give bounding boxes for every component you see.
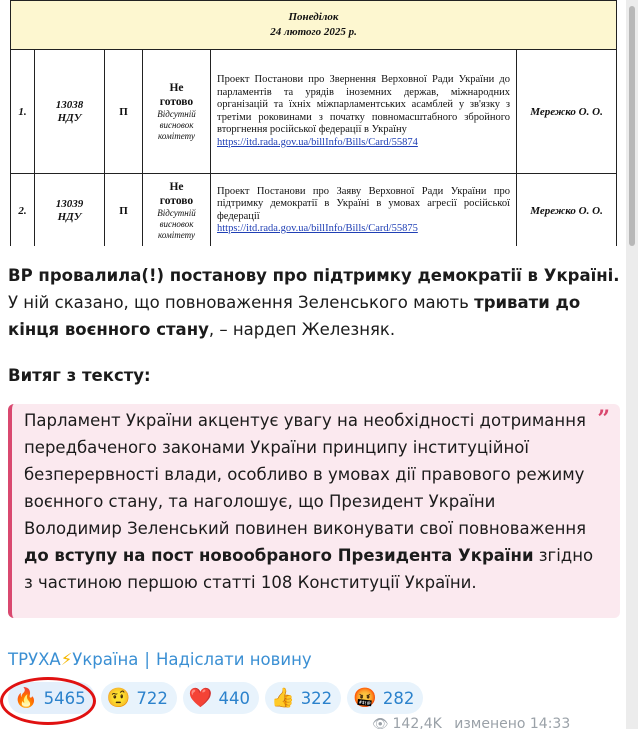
table-row [11,174,617,247]
reaction-angry[interactable] [347,682,423,714]
agenda-table [10,0,617,246]
footer-links [8,650,312,669]
subheading: Витяг з тексту: [8,366,151,385]
bill-type: П [105,174,143,247]
bill-link: https://itd.rada.gov.ua/billInfo/Bills/Card/55875 [217,223,418,234]
bill-sub: НДУ [57,111,82,124]
text-part2: , – нардеп Железняк. [208,320,396,339]
reaction-thumbs-up[interactable] [265,682,341,714]
scrollbar[interactable] [626,0,638,729]
bill-number: 13038 [55,98,84,111]
text-bold: тривати до кінця воєнного стану [8,293,581,339]
description-cell [211,50,517,174]
bill-sub: НДУ [57,210,82,223]
reaction-count: 440 [218,688,251,708]
reaction-heart[interactable] [183,682,259,714]
status-line2: готово [159,195,194,207]
status-line1: Не [169,82,184,94]
row-number: 2. [11,174,35,247]
bill-number: 13039 [55,197,84,210]
heart-icon: ❤️ [188,687,213,709]
edited-label: изменено 14:33 [454,716,571,729]
status-line2: готово [159,96,194,108]
thumbs-up-icon: 👍 [271,687,295,709]
eye-icon: 👁 [372,717,389,729]
message-meta [372,716,570,729]
fire-icon: 🔥 [14,687,38,709]
attached-document-image[interactable] [8,0,618,246]
bill-author: Мережко О. О. [517,50,617,174]
reaction-fire[interactable] [8,682,95,714]
bill-number-cell [35,50,105,174]
bill-number-cell [35,174,105,247]
link-separator: | [144,650,150,669]
channel-link[interactable]: ТРУХА [8,650,61,669]
status-note: Відсутній висновок комітету [157,208,196,240]
description-cell [211,174,517,247]
reactions-bar [8,682,423,716]
angry-face-icon: 🤬 [353,687,377,709]
region-link[interactable]: Україна [72,650,139,669]
lightning-icon: ⚡ [60,650,73,669]
blockquote [8,404,620,618]
reaction-raised-eyebrow[interactable] [101,682,177,714]
bill-link: https://itd.rada.gov.ua/billInfo/Bills/Card/55874 [217,136,418,148]
reaction-count: 722 [136,688,168,708]
bill-description: Проект Постанови про Заяву Верховної Ради України про підтримку демократії в Україні в умовах агресії російської федерації [217,185,510,222]
views-count: 142,4K [392,716,442,729]
agenda-day-header [11,1,617,50]
status-cell [143,174,211,247]
agenda-day: Понеділок [288,11,339,23]
reaction-count: 282 [382,688,415,708]
status-line1: Не [169,181,184,193]
status-cell [143,50,211,174]
quote-mark-icon: ” [597,406,610,432]
quote-part1: Парламент України акцентує увагу на необхідності дотримання передбаченого законами України принципу інституційної безперервності влади, особливо в умовах дії правового режиму воєнного стану, та наголошує, що Президент України Володимир Зеленський повинен виконувати свої повноваження [24,411,587,538]
reaction-count: 322 [300,688,333,708]
bill-author: Мережко О. О. [517,174,617,247]
bill-type: П [105,50,143,174]
table-row [11,50,617,174]
row-number: 1. [11,50,35,174]
quote-part2: згідно з частиною першою статті 108 Конституції України. [24,546,594,592]
quote-bold: до вступу на пост новообраного Президента України [24,546,534,565]
scrollbar-thumb[interactable] [629,6,635,246]
raised-eyebrow-icon: 🤨 [106,687,131,709]
agenda-date: 24 лютого 2025 р. [270,26,357,38]
message-text [8,262,620,389]
headline: ВР провалила(!) постанову про підтримку демократії в Україні. [8,266,620,285]
message-paragraph [8,262,620,343]
text-part1: У ній сказано, що повноваження Зеленського мають [8,293,475,312]
send-news-link[interactable]: Надіслати новину [155,650,312,669]
bill-description: Проект Постанови про Звернення Верховної Ради України до парламентів та урядів іноземних держав, міжнародних організацій та їхніх міжпарламентських асамблей у зв'язку з третіми роковинами з початку повномасштабного збройного вторгнення російської федерації в Україну [217,74,510,135]
status-note: Відсутній висновок комітету [157,109,196,141]
reaction-count: 5465 [43,688,86,708]
